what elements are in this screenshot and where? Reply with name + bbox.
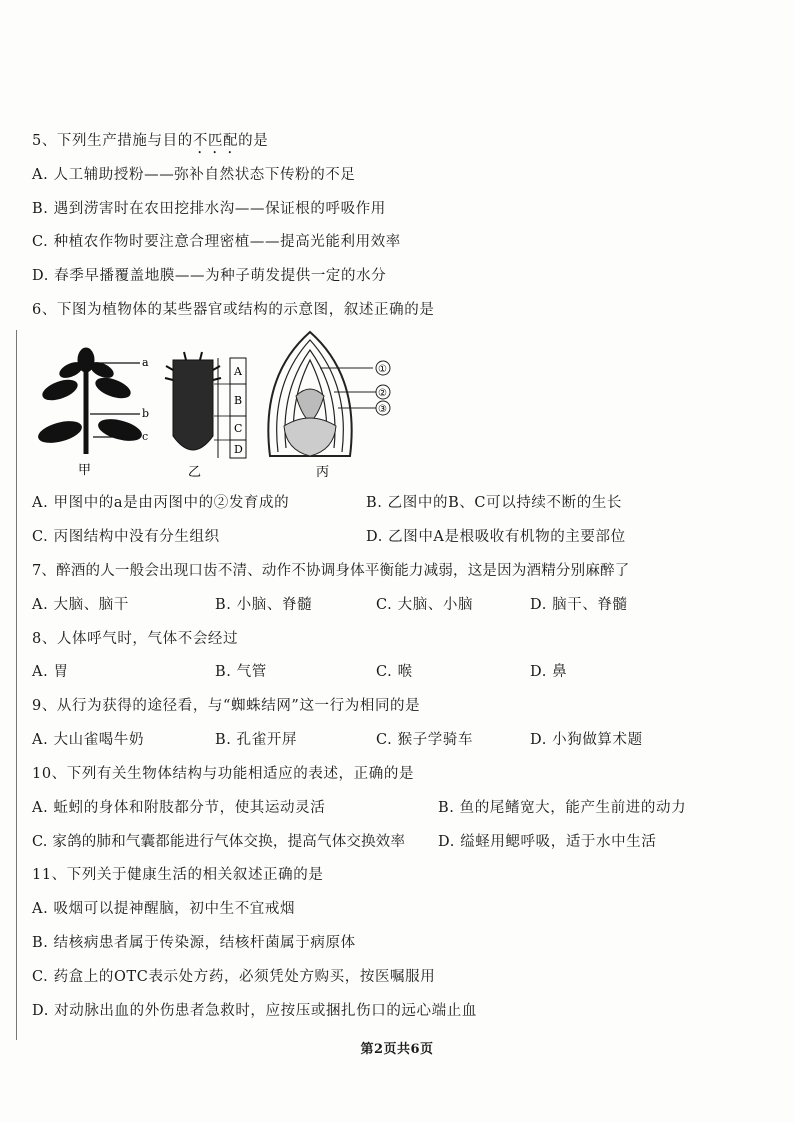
question-10-option-c: C. 家鸽的肺和气囊都能进行气体交换，提高气体交换效率 <box>32 834 406 850</box>
question-11-option-c: C. 药盒上的OTC表示处方药，必须凭处方购买，按医嘱服用 <box>32 969 436 985</box>
question-7-option-c: C. 大脑、小脑 <box>376 597 474 613</box>
figure-bing-seed-section <box>268 332 390 456</box>
label-a: a <box>142 356 149 369</box>
question-9-option-a: A. 大山雀喝牛奶 <box>32 732 145 748</box>
question-6-option-c: C. 丙图结构中没有分生组织 <box>32 529 220 545</box>
question-6-stem: 6、下图为植物体的某些器官或结构的示意图，叙述正确的是 <box>32 302 435 318</box>
question-9-option-b: B. 孔雀开屏 <box>215 732 298 748</box>
label-c: c <box>142 430 149 443</box>
question-11-stem: 11、下列关于健康生活的相关叙述正确的是 <box>32 867 324 883</box>
question-5-option-c: C. 种植农作物时要注意合理密植——提高光能利用效率 <box>32 234 401 250</box>
question-10-option-d: D. 缢蛏用鳃呼吸，适于水中生活 <box>438 834 657 850</box>
question-6-option-b: B. 乙图中的B、C可以持续不断的生长 <box>366 495 623 511</box>
label-D: D <box>234 443 243 456</box>
question-10-option-a: A. 蚯蚓的身体和附肢都分节，使其运动灵活 <box>32 800 326 816</box>
question-8-stem: 8、人体呼气时，气体不会经过 <box>32 631 239 647</box>
question-9-option-d: D. 小狗做算术题 <box>530 732 643 748</box>
page-footer: 第2页共6页 <box>360 1042 434 1057</box>
binding-margin-line <box>16 330 17 1040</box>
question-10-stem: 10、下列有关生物体结构与功能相适应的表述，正确的是 <box>32 766 415 782</box>
label-circled-3: ③ <box>378 404 387 415</box>
emphasized-term: 不匹配 <box>192 133 239 149</box>
label-circled-1: ① <box>378 364 387 375</box>
label-A: A <box>234 365 242 378</box>
label-b: b <box>142 407 150 420</box>
question-11-option-b: B. 结核病患者属于传染源，结核杆菌属于病原体 <box>32 935 356 951</box>
question-11-option-a: A. 吸烟可以提神醒脑，初中生不宜戒烟 <box>32 901 296 917</box>
question-7-option-b: B. 小脑、脊髓 <box>215 597 313 613</box>
question-8-option-a: A. 胃 <box>32 664 69 680</box>
question-5-stem: 5、下列生产措施与目的不匹配的是 <box>32 133 269 149</box>
question-5-option-b: B. 遇到涝害时在农田挖排水沟——保证根的呼吸作用 <box>32 201 386 217</box>
question-8-option-d: D. 鼻 <box>530 664 568 680</box>
question-9-option-c: C. 猴子学骑车 <box>376 732 474 748</box>
question-10-option-b: B. 鱼的尾鳍宽大，能产生前进的动力 <box>438 800 687 816</box>
question-7-option-d: D. 脑干、脊髓 <box>530 597 628 613</box>
plant-structure-figure <box>38 326 428 478</box>
question-5-option-a: A. 人工辅助授粉——弥补自然状态下传粉的不足 <box>32 167 356 183</box>
caption-bing: 丙 <box>316 465 330 478</box>
question-8-option-c: C. 喉 <box>376 664 413 680</box>
question-7-stem: 7、醉酒的人一般会出现口齿不清、动作不协调身体平衡能力减弱，这是因为酒精分别麻醉了 <box>32 563 630 579</box>
caption-jia: 甲 <box>78 463 92 478</box>
question-5-option-d: D. 春季早播覆盖地膜——为种子萌发提供一定的水分 <box>32 268 387 284</box>
question-8-option-b: B. 气管 <box>215 664 267 680</box>
caption-yi: 乙 <box>188 465 202 478</box>
question-11-option-d: D. 对动脉出血的外伤患者急救时，应按压或捆扎伤口的远心端止血 <box>32 1003 477 1019</box>
label-C: C <box>234 422 243 435</box>
label-B: B <box>234 394 243 407</box>
figure-jia-shoot <box>38 348 144 454</box>
label-circled-2: ② <box>378 388 387 399</box>
question-7-option-a: A. 大脑、脑干 <box>32 597 129 613</box>
question-6-option-d: D. 乙图中A是根吸收有机物的主要部位 <box>366 529 626 545</box>
question-9-stem: 9、从行为获得的途径看，与“蜘蛛结网”这一行为相同的是 <box>32 698 421 714</box>
question-6-option-a: A. 甲图中的a是由丙图中的②发育成的 <box>32 495 290 511</box>
